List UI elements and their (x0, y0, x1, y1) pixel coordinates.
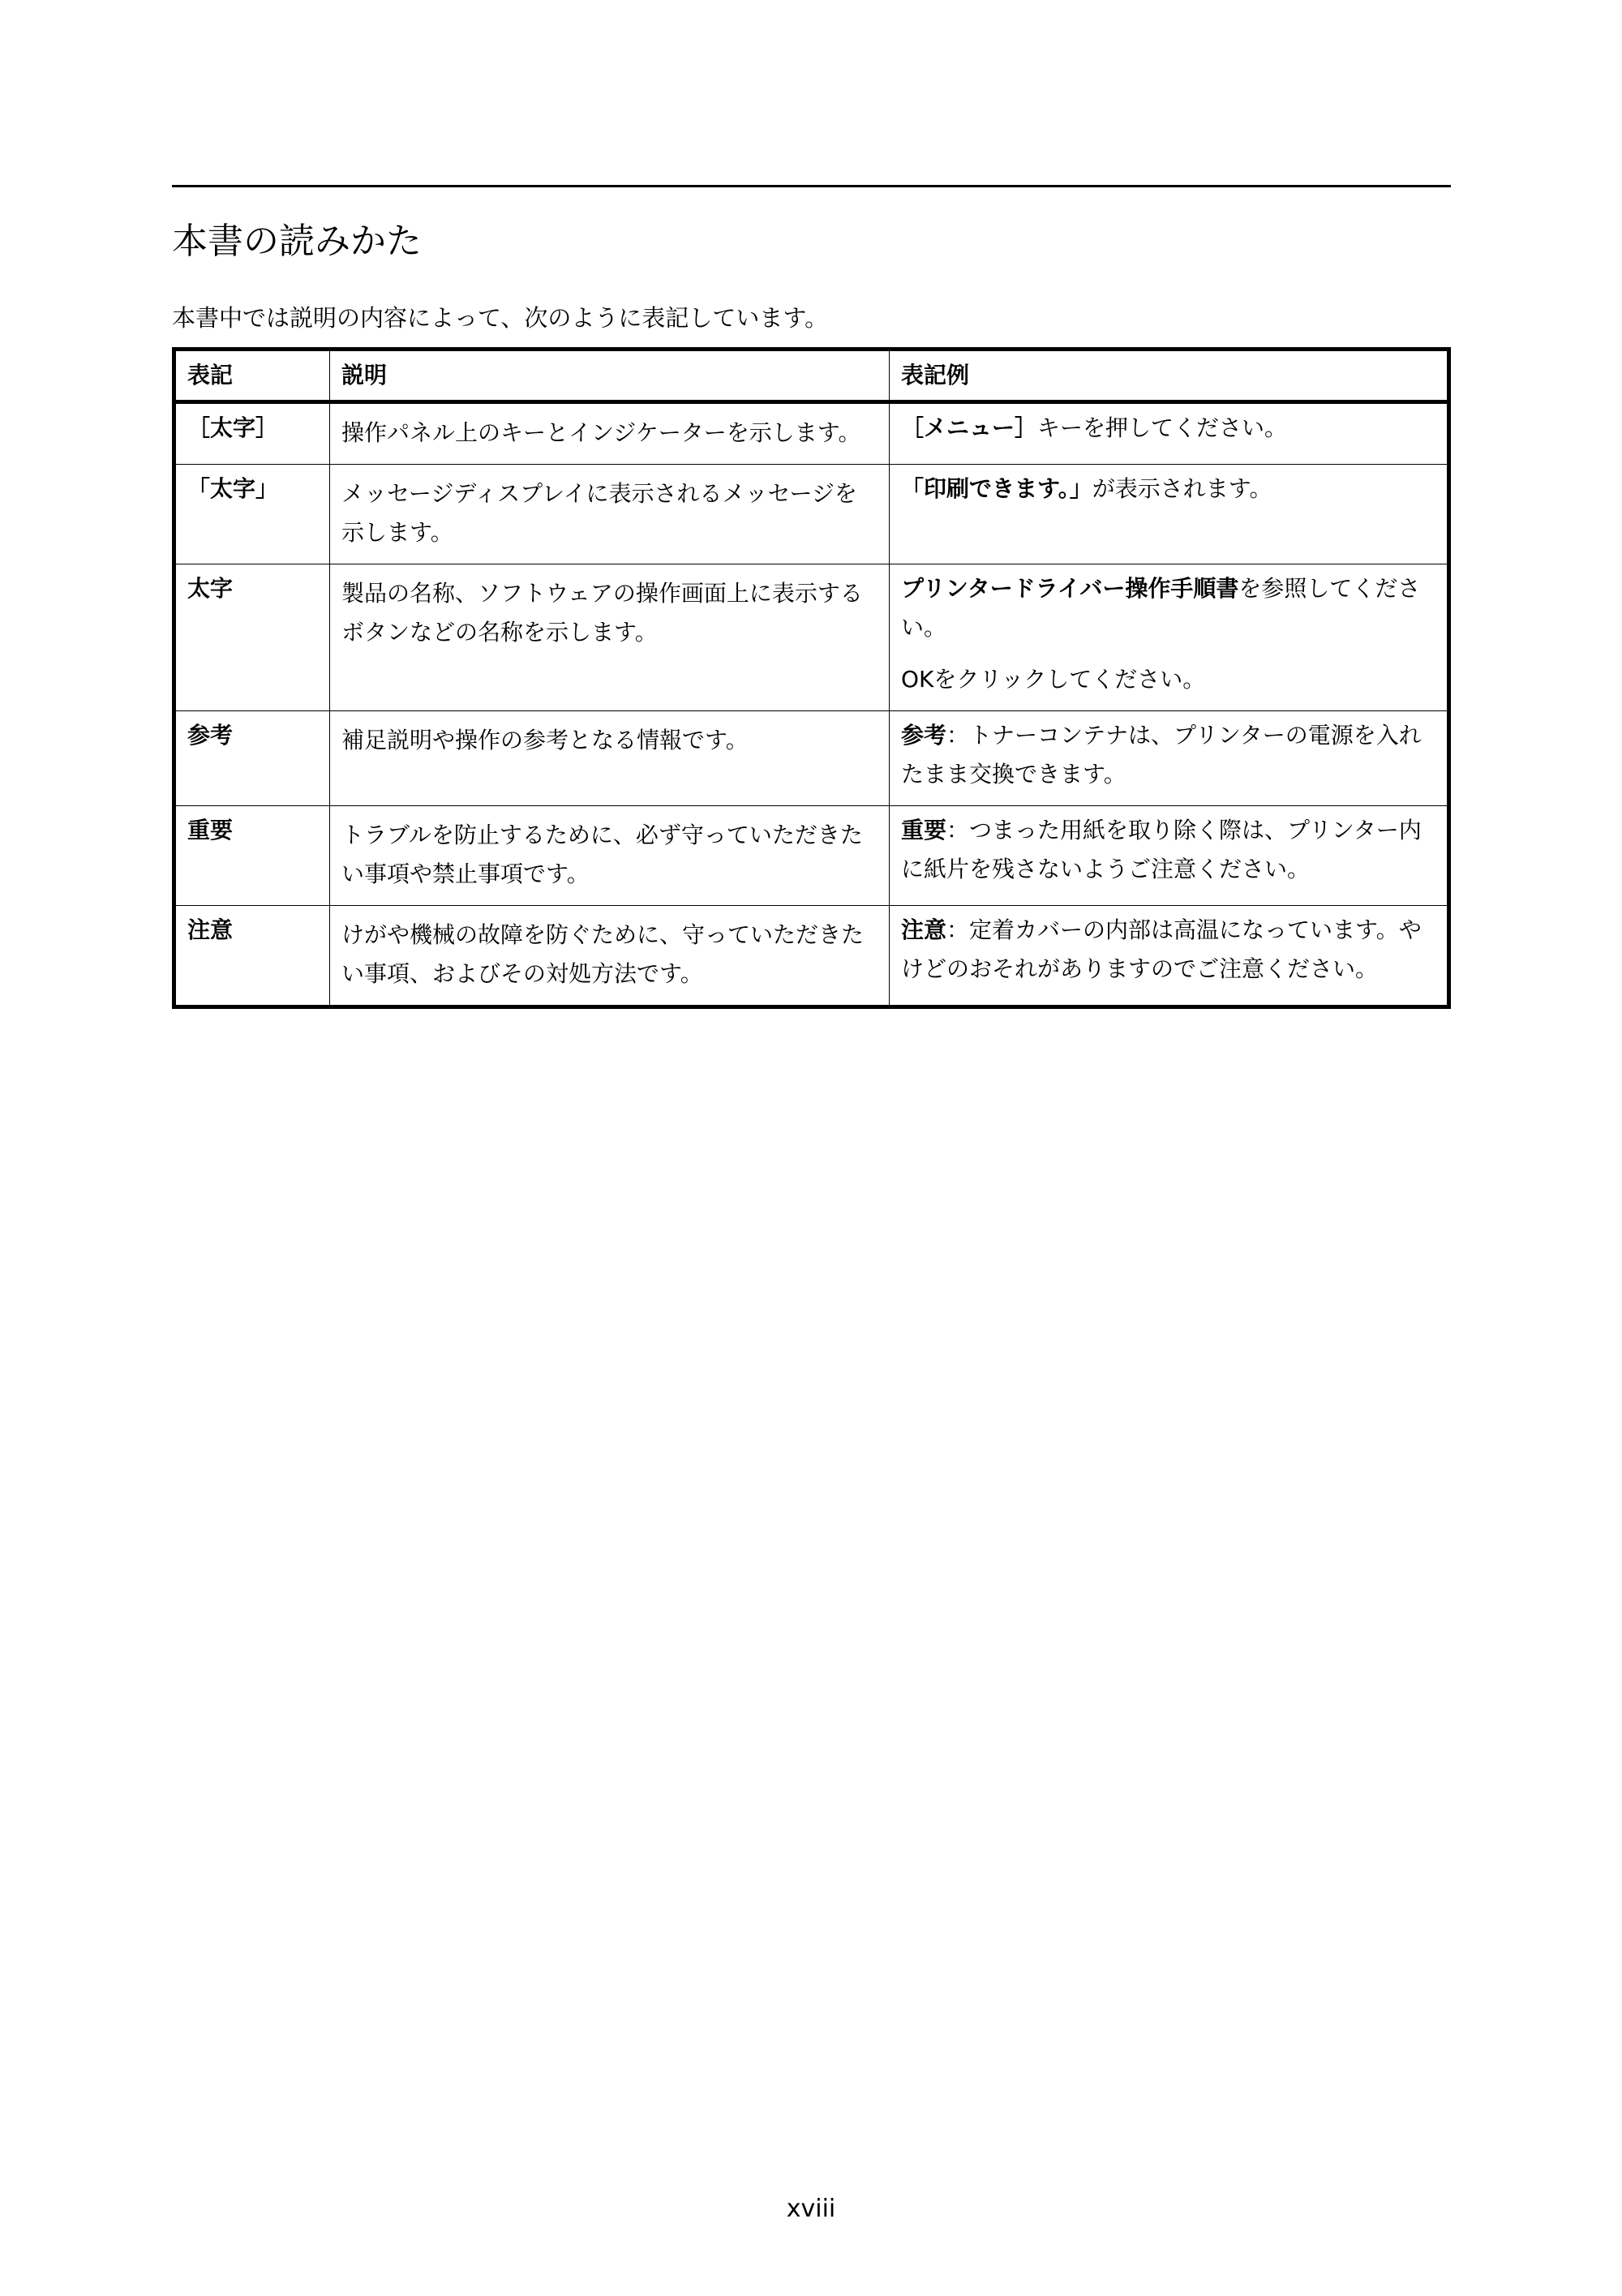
example-text: を参照してください。 (901, 575, 1421, 641)
table-row (174, 711, 1449, 806)
example-text: ：定着カバーの内部は高温になっています。やけどのおそれがありますのでご注意ください。 (901, 916, 1422, 982)
row-description: 操作パネル上のキーとインジケーターを示します。 (330, 402, 890, 465)
row-example (890, 906, 1449, 1007)
example-text: が表示されます。 (1092, 475, 1272, 502)
row-example (890, 465, 1449, 564)
table-row (174, 564, 1449, 711)
notation-table (172, 347, 1451, 1009)
header-notation: 表記 (174, 350, 330, 402)
row-description: トラブルを防止するために、必ず守っていただきたい事項や禁止事項です。 (330, 806, 890, 906)
example-text: キーを押してください。 (1037, 414, 1288, 441)
row-term: 注意 (174, 906, 330, 1007)
row-example (890, 402, 1449, 465)
row-description: 製品の名称、ソフトウェアの操作画面上に表示するボタンなどの名称を示します。 (330, 564, 890, 711)
example-text: ：トナーコンテナは、プリンターの電源を入れたまま交換できます。 (901, 722, 1422, 788)
example-bold: プリンタードライバー操作手順書 (901, 575, 1239, 602)
table-row (174, 906, 1449, 1007)
example-bold: OK (901, 666, 934, 693)
example-text: をクリックしてください。 (933, 666, 1206, 693)
row-term: 「太字」 (174, 465, 330, 564)
table-row (174, 806, 1449, 906)
row-example (890, 711, 1449, 806)
header-description: 説明 (330, 350, 890, 402)
row-term: 重要 (174, 806, 330, 906)
section-title: 本書の読みかた (172, 221, 422, 262)
example-bold: ［メニュー］ (901, 414, 1038, 441)
row-description: けがや機械の故障を防ぐために、守っていただきたい事項、およびその対処方法です。 (330, 906, 890, 1007)
header-rule (172, 185, 1451, 187)
row-description: 補足説明や操作の参考となる情報です。 (330, 711, 890, 806)
row-term: 参考 (174, 711, 330, 806)
page-number: xviii (786, 2195, 836, 2223)
example-bold: 「印刷できます。」 (901, 475, 1092, 502)
row-example (890, 806, 1449, 906)
row-description: メッセージディスプレイに表示されるメッセージを示します。 (330, 465, 890, 564)
row-term: 太字 (174, 564, 330, 711)
row-example (890, 564, 1449, 711)
example-bold: 参考 (901, 722, 947, 749)
table-row (174, 402, 1449, 465)
intro-text: 本書中では説明の内容によって、次のように表記しています。 (172, 304, 829, 332)
table-header-row (174, 350, 1449, 402)
example-bold: 重要 (901, 817, 947, 843)
header-example: 表記例 (890, 350, 1449, 402)
row-term: ［太字］ (174, 402, 330, 465)
example-text: ：つまった用紙を取り除く際は、プリンター内に紙片を残さないようご注意ください。 (901, 817, 1422, 882)
example-bold: 注意 (901, 916, 947, 943)
table-row (174, 465, 1449, 564)
